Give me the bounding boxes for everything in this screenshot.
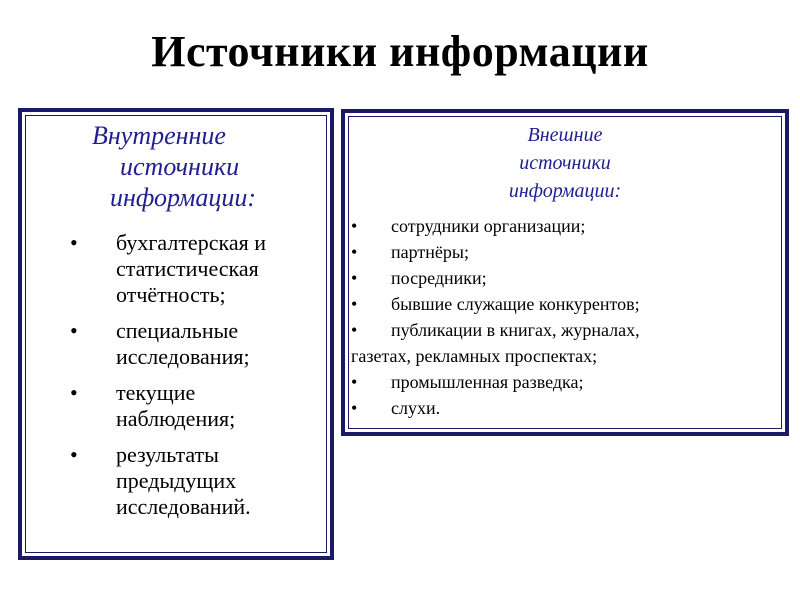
heading-line: Внутренние xyxy=(92,121,226,150)
list-item-text: текущие наблюдения; xyxy=(116,380,236,431)
list-item-text: бухгалтерская и статистическая отчётность; xyxy=(116,230,266,307)
list-item xyxy=(22,380,332,432)
bullet: • xyxy=(70,230,78,255)
list-item-text: публикации в книгах, журналах, xyxy=(391,320,640,340)
list-item xyxy=(22,230,332,308)
heading-line: Внешние xyxy=(527,124,603,146)
list-item-text: сотрудники организации; xyxy=(391,216,586,236)
list-item xyxy=(345,291,785,317)
list-item xyxy=(345,213,785,239)
external-sources-box xyxy=(341,109,789,436)
list-item-text: специальные исследования; xyxy=(116,318,250,369)
bullet: • xyxy=(351,268,358,288)
bullet: • xyxy=(351,372,358,392)
list-item-text: партнёры; xyxy=(391,242,469,262)
list-item-text: слухи. xyxy=(391,398,441,418)
list-item xyxy=(345,317,785,343)
heading-line: источники xyxy=(120,152,240,181)
list-item-text: промышленная разведка; xyxy=(391,372,584,392)
slide-title: Источники информации xyxy=(151,27,649,76)
heading-line: информации: xyxy=(508,180,622,202)
list-item xyxy=(345,369,785,395)
internal-sources-heading xyxy=(82,120,322,213)
internal-sources-list xyxy=(22,230,332,530)
external-sources-list xyxy=(345,213,785,421)
list-item xyxy=(345,239,785,265)
list-item xyxy=(345,265,785,291)
heading-line: информации: xyxy=(110,183,256,212)
bullet: • xyxy=(70,442,78,467)
list-item-text: посредники; xyxy=(391,268,487,288)
bullet: • xyxy=(351,242,358,262)
bullet: • xyxy=(70,380,78,405)
external-sources-heading xyxy=(345,121,785,205)
list-item-text: результаты предыдущих исследований. xyxy=(116,442,251,519)
bullet: • xyxy=(351,320,358,340)
bullet: • xyxy=(351,216,358,236)
bullet: • xyxy=(70,318,78,343)
list-item xyxy=(22,318,332,370)
bullet: • xyxy=(351,294,358,314)
internal-sources-box xyxy=(18,108,334,560)
list-item-continuation: газетах, рекламных проспектах; xyxy=(351,346,598,366)
list-item xyxy=(345,395,785,421)
list-item-text: бывшие служащие конкурентов; xyxy=(391,294,640,314)
heading-line: источники xyxy=(519,152,611,174)
list-item xyxy=(22,442,332,520)
bullet: • xyxy=(351,398,358,418)
